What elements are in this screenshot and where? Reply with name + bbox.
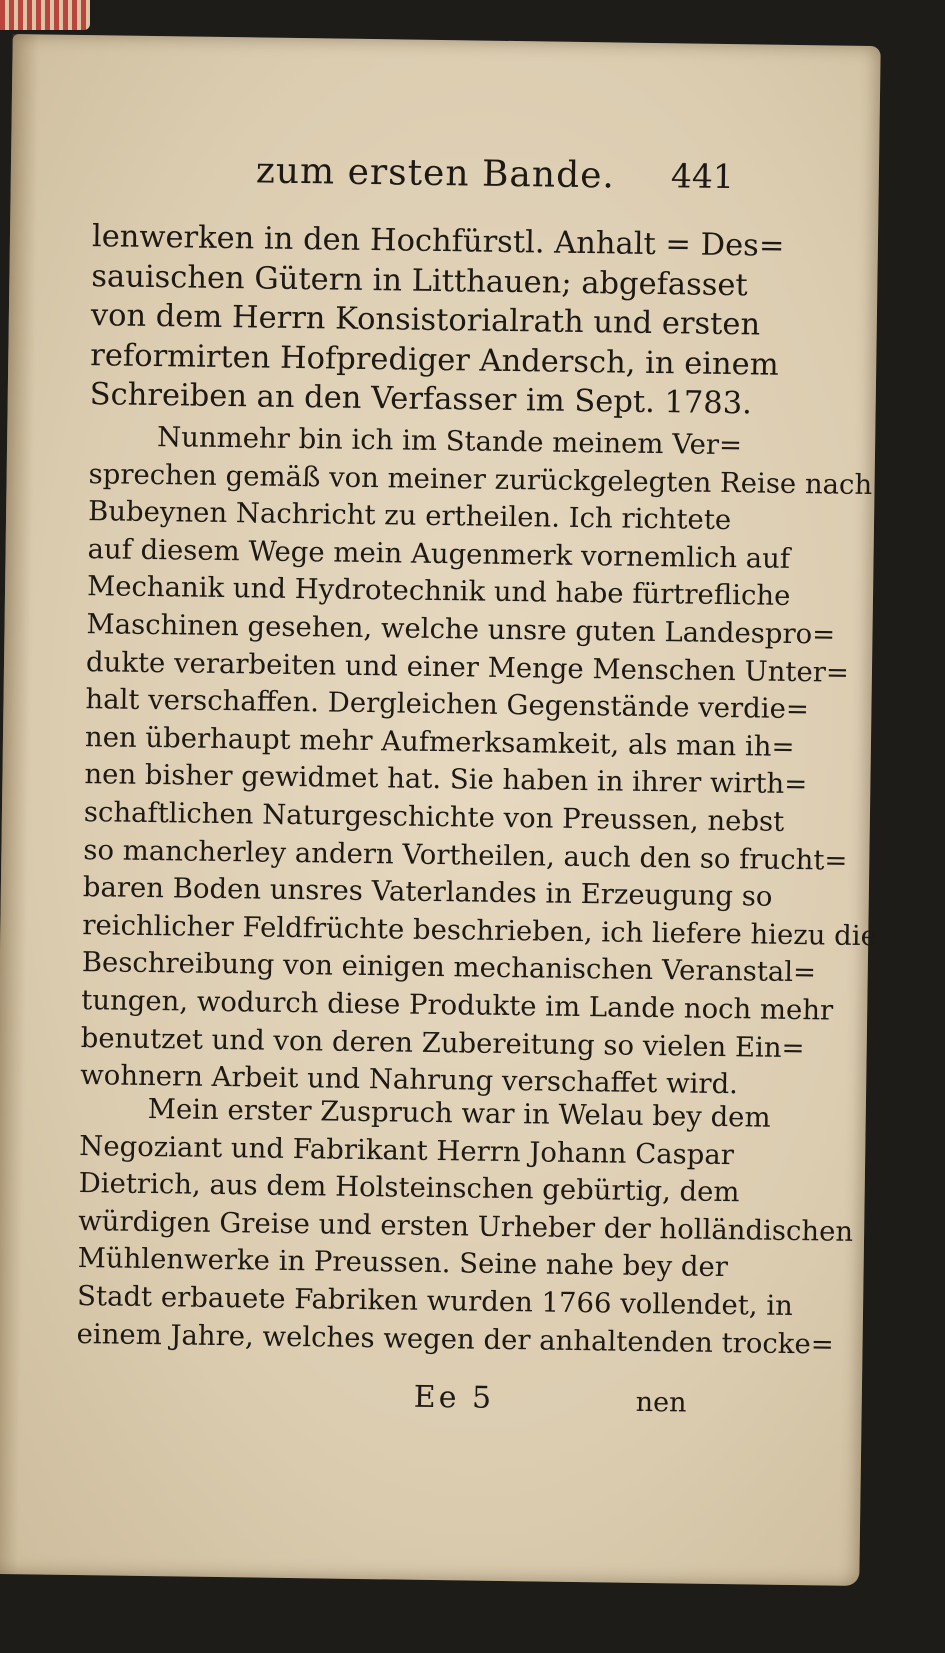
book-page bbox=[0, 34, 881, 1586]
text-line: so mancherley andern Vortheilen, auch den so frucht= bbox=[83, 833, 848, 877]
page-gutter-shadow bbox=[0, 34, 39, 1574]
text-line: nen bisher gewidmet hat. Sie haben in ihrer wirth= bbox=[84, 758, 808, 801]
signature-mark: Ee 5 bbox=[413, 1379, 495, 1416]
running-header: zum ersten Bande. bbox=[255, 150, 616, 197]
text-block-1 bbox=[89, 217, 785, 424]
text-line: Beschreibung von einigen mechanischen Veranstal= bbox=[81, 946, 817, 989]
paragraph-1 bbox=[80, 418, 878, 1103]
text-line: auf diesem Wege mein Augenmerk vornemlich auf bbox=[87, 532, 791, 575]
text-line: Dietrich, aus dem Holsteinschen gebürtig, dem bbox=[78, 1167, 740, 1209]
text-line: baren Boden unsres Vaterlandes in Erzeugung so bbox=[82, 871, 773, 913]
page-number: 441 bbox=[670, 156, 735, 197]
ribbon-bookmark bbox=[0, 0, 90, 30]
text-line: Stadt erbauete Fabriken wurden 1766 vollendet, in bbox=[76, 1280, 794, 1322]
text-line: tungen, wodurch diese Produkte im Lande noch mehr bbox=[81, 983, 834, 1027]
text-line: Maschinen gesehen, welche unsre guten Landespro= bbox=[86, 608, 836, 651]
text-line: dukte verarbeiten und einer Menge Menschen Unter= bbox=[85, 645, 850, 689]
text-line: Bubeynen Nachricht zu ertheilen. Ich richtete bbox=[87, 495, 732, 537]
text-line: würdigen Greise und ersten Urheber der holländischen bbox=[78, 1204, 854, 1248]
text-line: reichlicher Feldfrüchte beschrieben, ich liefere hiezu die bbox=[82, 908, 878, 952]
text-line: sauischen Gütern in Litthauen; abgefasset bbox=[91, 258, 748, 303]
catchword: nen bbox=[635, 1386, 687, 1419]
text-line: von dem Herrn Konsistorialrath und ersten bbox=[90, 298, 761, 343]
text-line: schaftlichen Naturgeschichte von Preussen, nebst bbox=[83, 796, 785, 838]
text-line: Mühlenwerke in Preussen. Seine nahe bey der bbox=[77, 1242, 729, 1284]
text-line: Mechanik und Hydrotechnik und habe fürtrefliche bbox=[86, 570, 791, 613]
text-line: halt verschaffen. Dergleichen Gegenstände verdie= bbox=[85, 683, 810, 726]
paragraph-2 bbox=[76, 1090, 854, 1362]
text-line: nen überhaupt mehr Aufmerksamkeit, als man ih= bbox=[84, 720, 795, 763]
text-line: sprechen gemäß von meiner zurückgelegten Reise nach bbox=[88, 457, 873, 501]
text-line: Negoziant und Fabrikant Herrn Johann Caspar bbox=[79, 1129, 735, 1171]
text-line: benutzet und von deren Zubereitung so vielen Ein= bbox=[80, 1021, 805, 1064]
text-line: lenwerken in den Hochfürstl. Anhalt = Des= bbox=[91, 219, 785, 264]
text-line: Mein erster Zuspruch war in Welau bey dem bbox=[147, 1093, 771, 1134]
text-line: einem Jahre, welches wegen der anhaltenden trocke= bbox=[76, 1317, 834, 1361]
text-line: Nunmehr bin ich im Stande meinem Ver= bbox=[156, 421, 743, 462]
text-line: wohnern Arbeit und Nahrung verschaffet wird. bbox=[80, 1059, 739, 1101]
text-line: reformirten Hofprediger Andersch, in einem bbox=[90, 337, 779, 383]
text-line: Schreiben an den Verfasser im Sept. 1783. bbox=[89, 377, 753, 422]
